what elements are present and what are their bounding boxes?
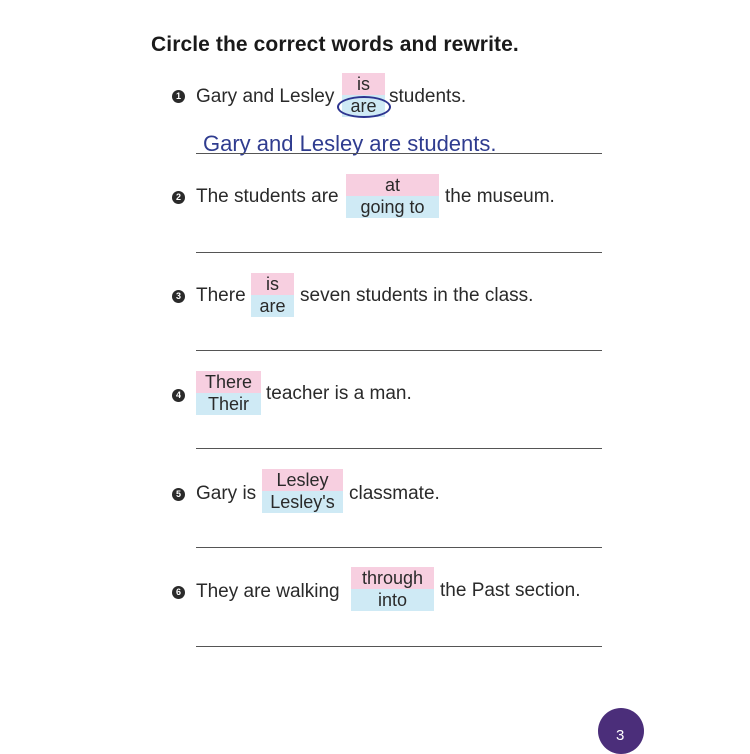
option-bottom[interactable]: are: [251, 295, 294, 317]
answer-line[interactable]: [196, 252, 602, 253]
item-number-badge: 6: [172, 586, 185, 599]
sentence-before: The students are: [196, 186, 339, 207]
answer-line[interactable]: [196, 547, 602, 548]
sentence-after: teacher is a man.: [266, 383, 412, 404]
item-number-badge: 3: [172, 290, 185, 303]
option-top[interactable]: There: [196, 371, 261, 393]
sentence-after: seven students in the class.: [300, 285, 534, 306]
answer-line[interactable]: [196, 646, 602, 647]
option-bottom[interactable]: Lesley's: [262, 491, 343, 513]
page-number: 3: [616, 727, 625, 744]
answer-line[interactable]: [196, 350, 602, 351]
option-top[interactable]: through: [351, 567, 434, 589]
option-top[interactable]: at: [346, 174, 439, 196]
answer-circle-mark: [337, 96, 391, 118]
option-top[interactable]: is: [251, 273, 294, 295]
sentence-after: the Past section.: [440, 580, 581, 601]
sentence-after: students.: [389, 86, 467, 107]
item-number-badge: 2: [172, 191, 185, 204]
answer-line[interactable]: [196, 448, 602, 449]
sentence-before: There: [196, 285, 246, 306]
option-bottom[interactable]: going to: [346, 196, 439, 218]
option-bottom[interactable]: into: [351, 589, 434, 611]
sentence-after: classmate.: [349, 483, 440, 504]
answer-line[interactable]: [196, 153, 602, 154]
sentence-before: Gary is: [196, 483, 257, 504]
page-title: Circle the correct words and rewrite.: [151, 33, 519, 56]
sentence-before: Gary and Lesley: [196, 86, 335, 107]
option-top[interactable]: Lesley: [262, 469, 343, 491]
sentence-before: They are walking: [196, 581, 340, 602]
sentence-after: the museum.: [445, 186, 555, 207]
option-top[interactable]: is: [342, 73, 385, 95]
item-number-badge: 5: [172, 488, 185, 501]
option-bottom[interactable]: are: [342, 95, 385, 117]
item-number-badge: 1: [172, 90, 185, 103]
option-bottom[interactable]: Their: [196, 393, 261, 415]
item-number-badge: 4: [172, 389, 185, 402]
handwritten-answer: Gary and Lesley are students.: [203, 131, 497, 156]
